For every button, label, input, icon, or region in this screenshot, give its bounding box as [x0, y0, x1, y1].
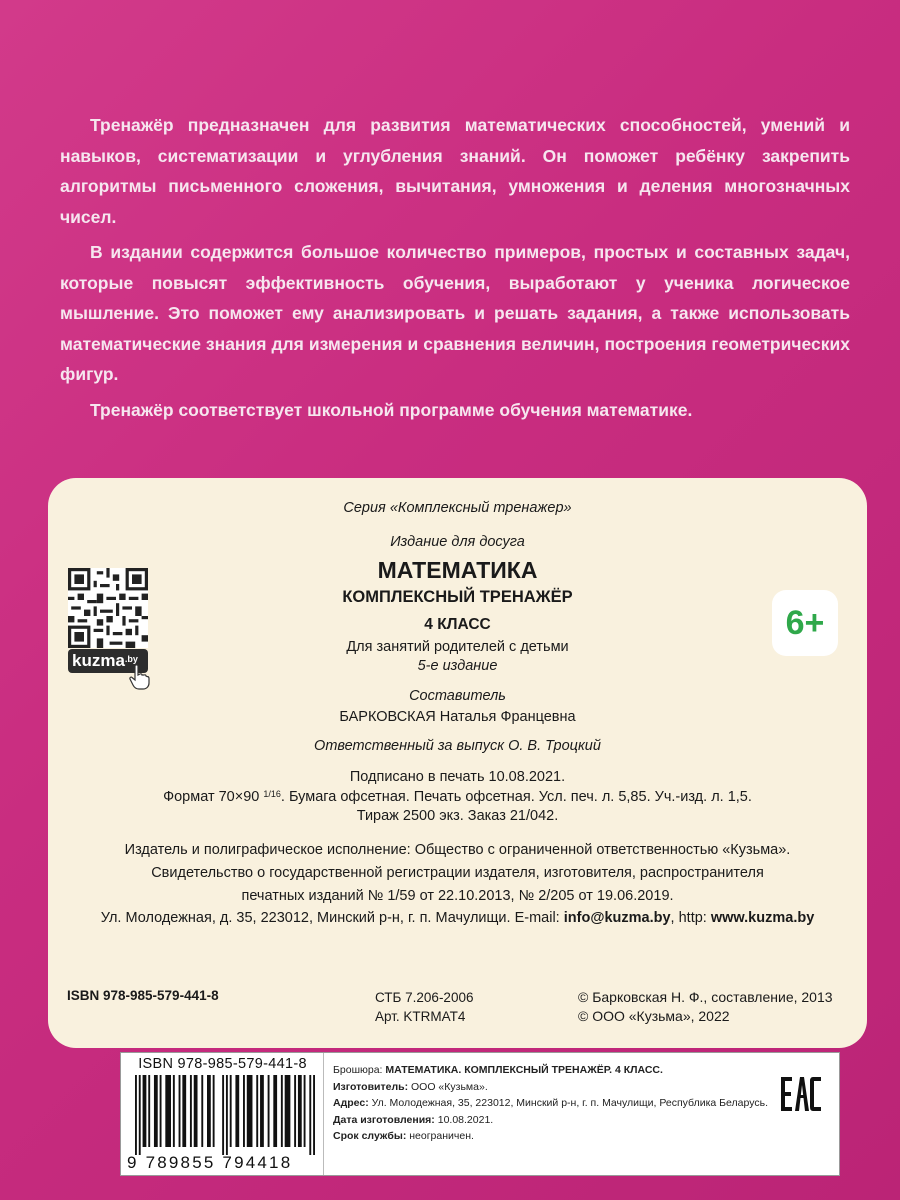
series-line: Серия «Комплексный тренажер»: [343, 500, 572, 516]
description-paragraph-2: В издании содержится большое количество примеров, простых и составных задач, которые повысят эффективность обучения, выработают у ученика логическое мышление. Это поможет ему анализировать и решать задания, а также использовать математические знания для измерения и сравнения величин, построения геометрических фигур.: [60, 242, 850, 384]
label-line-date: [333, 1112, 768, 1129]
label-line-product: [333, 1062, 768, 1079]
run-line: Тираж 2500 экз. Заказ 21/042.: [356, 808, 559, 824]
audience-line: Для занятий родителей с детьми: [346, 639, 569, 655]
stb-line: СТБ 7.206-2006: [375, 990, 474, 1005]
format-part-b: . Бумага офсетная. Печать офсетная. Усл. печ. л. 5,85. Уч.-изд. л. 1,5.: [280, 789, 752, 805]
label-line-address: [333, 1095, 768, 1112]
label-line-date-value: 10.08.2021.: [437, 1113, 494, 1126]
age-rating-badge: 6+: [772, 590, 838, 656]
product-label: [120, 1052, 840, 1176]
format-fraction: 1/16: [263, 789, 281, 799]
description-paragraph-3: Тренажёр соответствует школьной программе обучения математике.: [90, 399, 693, 420]
address-text: Ул. Молодежная, д. 35, 223012, Минский р-н, г. п. Мачулищи. E-mail:: [100, 910, 564, 926]
barcode-isbn: ISBN 978-985-579-441-8: [138, 1056, 307, 1072]
imprint-panel: [48, 478, 867, 1048]
description-paragraph-1: Тренажёр предназначен для развития математических способностей, умений и навыков, систематизации и углубления знаний. Он поможет ребёнку закрепить алгоритмы письменного сложения, вычитания, умножения и деления многозначных чисел.: [60, 115, 850, 227]
eac-mark-icon: [781, 1077, 821, 1111]
book-title: МАТЕМАТИКА: [377, 557, 538, 583]
email-link[interactable]: info@kuzma.by: [563, 910, 671, 926]
standards-block: [375, 988, 473, 1026]
label-info: [333, 1062, 768, 1145]
isbn-text: ISBN 978-985-579-441-8: [67, 988, 219, 1003]
format-line: [48, 789, 867, 805]
website-link[interactable]: www.kuzma.by: [710, 910, 815, 926]
copyright-line-1: © Барковская Н. Ф., составление, 2013: [578, 989, 833, 1005]
copyright-block: [578, 988, 833, 1026]
qr-code-icon: [68, 568, 148, 648]
label-line-date-key: Дата изготовления:: [333, 1113, 438, 1126]
label-line-product-key: Брошюра:: [333, 1064, 386, 1076]
edition-type: Издание для досуга: [390, 534, 525, 550]
label-line-product-value: МАТЕМАТИКА. КОМПЛЕКСНЫЙ ТРЕНАЖЁР. 4 КЛАСС.: [385, 1064, 663, 1076]
http-text: , http:: [670, 910, 711, 926]
pointer-hand-icon: [128, 664, 150, 690]
grade-line: 4 КЛАСС: [424, 616, 491, 633]
publisher-line: Издатель и полиграфическое исполнение: Общество с ограниченной ответственностью «Кузьма».: [124, 842, 791, 858]
kuzma-logo-text: kuzma: [72, 651, 125, 670]
label-line-manufacturer-value: ООО «Кузьма».: [411, 1080, 488, 1093]
label-line-service-value: неограничен.: [409, 1130, 474, 1142]
book-subtitle: КОМПЛЕКСНЫЙ ТРЕНАЖЁР: [342, 588, 573, 606]
barcode-box: [121, 1053, 324, 1175]
signed-line: Подписано в печать 10.08.2021.: [349, 769, 566, 785]
label-line-address-key: Адрес:: [333, 1097, 372, 1109]
label-line-manufacturer-key: Изготовитель:: [333, 1080, 412, 1093]
label-line-service: [333, 1128, 768, 1145]
barcode-digits: 9 789855 794418: [127, 1153, 293, 1172]
label-line-address-value: Ул. Молодежная, 35, 223012, Минский р-н, г. п. Мачулищи, Республика Беларусь.: [371, 1097, 769, 1109]
barcode-icon: [135, 1075, 315, 1155]
responsible-line: Ответственный за выпуск О. В. Троцкий: [314, 738, 601, 754]
kuzma-logo-domain: .by: [124, 654, 138, 664]
copyright-line-2: © ООО «Кузьма», 2022: [578, 1008, 730, 1024]
format-part-a: Формат 70×90: [163, 789, 264, 805]
certificate-line-1: Свидетельство о государственной регистрации издателя, изготовителя, распространителя: [151, 865, 764, 881]
description-text: [60, 110, 850, 425]
compiler-label: Составитель: [409, 688, 506, 704]
address-line: [48, 910, 867, 926]
article-line: Арт. KTRMAT4: [375, 1009, 466, 1024]
label-line-service-key: Срок службы:: [333, 1130, 410, 1142]
label-line-manufacturer: [333, 1079, 768, 1096]
edition-line: 5-е издание: [417, 658, 498, 674]
certificate-line-2: печатных изданий № 1/59 от 22.10.2013, № 2/205 от 19.06.2019.: [241, 888, 674, 904]
compiler-name: БАРКОВСКАЯ Наталья Францевна: [339, 709, 576, 725]
